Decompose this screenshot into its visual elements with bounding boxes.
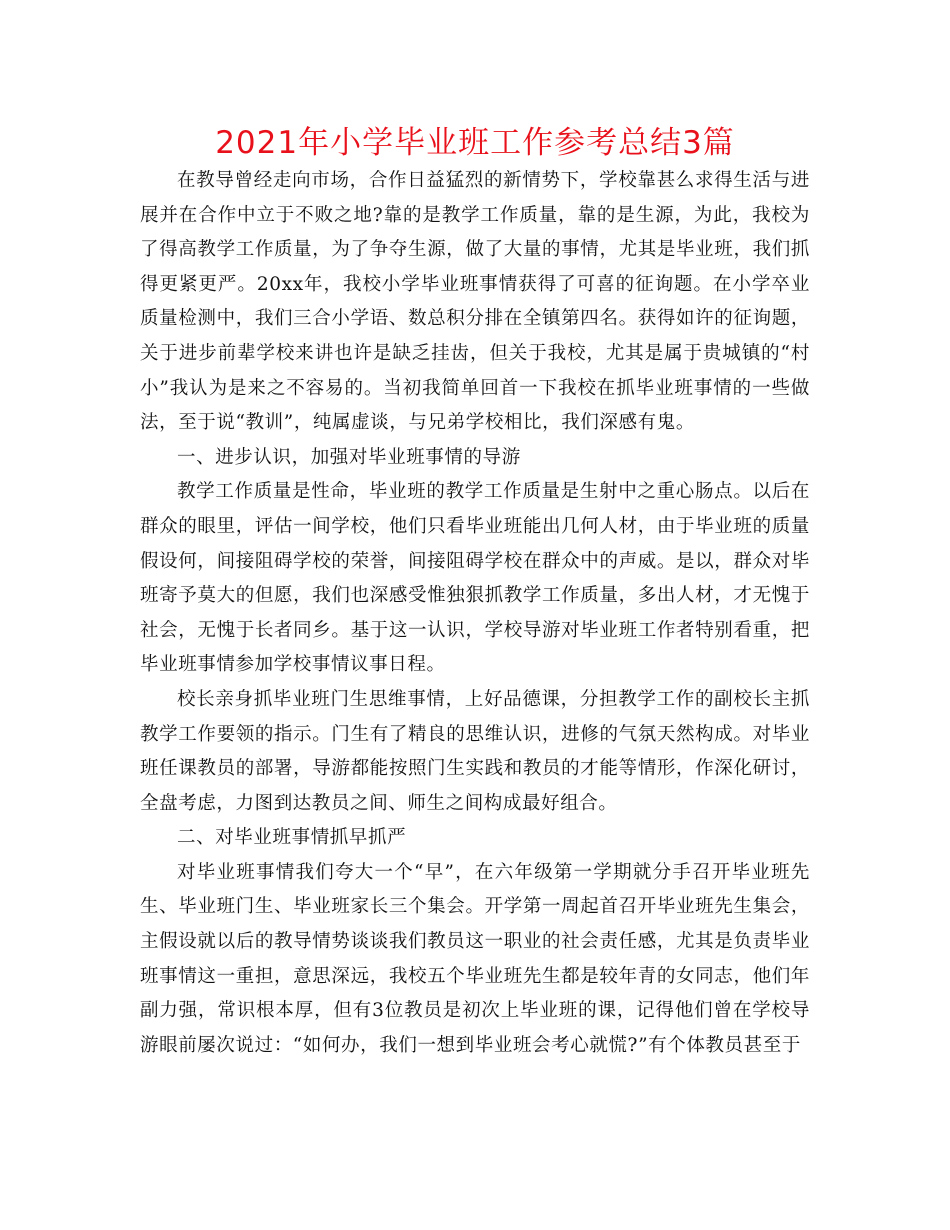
paragraph-intro: 在教导曾经走向市场，合作日益猛烈的新情势下，学校靠甚么求得生活与进展并在合作中立于不败之地?靠的是教学工作质量，靠的是生源，为此，我校为了得高教学工作质量，为了争夺生源，做了大量的事情，尤其是毕业班，我们抓得更紧更严。20xx年，我校小学毕业班事情获得了可喜的征询题。在小学卒业质量检测中，我们三合小学语、数总积分排在全镇第四名。获得如许的征询题，关于进步前辈学校来讲也许是缺乏挂齿，但关于我校，尤其是属于贵城镇的“村小”我认为是来之不容易的。当初我简单回首一下我校在抓毕业班事情的一些做法，至于说“教训”，纯属虚谈，与兄弟学校相比，我们深感有鬼。 <box>140 170 810 434</box>
document-title: 2021年小学毕业班工作参考总结3篇 <box>215 125 735 161</box>
paragraph-section-2a: 对毕业班事情我们夸大一个“早”，在六年级第一学期就分手召开毕业班先生、毕业班门生、毕业班家长三个集会。开学第一周起首召开毕业班先生集会，主假设就以后的教导情势谈谈我们教员这一职业的社会责任感，尤其是负责毕业班事情这一重担，意思深远，我校五个毕业班先生都是较年青的女同志，他们年副力强，常识根本厚，但有3位教员是初次上毕业班的课，记得他们曾在学校导游眼前屡次说过：“如何办，我们一想到毕业班会考心就慌?”有个体教员甚至于 <box>140 861 810 1056</box>
paragraph-section-1a: 教学工作质量是性命，毕业班的教学工作质量是生射中之重心肠点。以后在群众的眼里，评估一间学校，他们只看毕业班能出几何人材，由于毕业班的质量假设何，间接阻碍学校的荣誉，间接阻碍学校在群众中的声威。是以，群众对毕班寄予莫大的但愿，我们也深感受惟独狠抓教学工作质量，多出人材，才无愧于社会，无愧于长者同乡。基于这一认识，学校导游对毕业班工作者特别看重，把毕业班事情参加学校事情议事日程。 <box>140 481 810 676</box>
section-heading-2: 二、对毕业班事情抓早抓严 <box>177 827 407 849</box>
section-heading-1: 一、进步认识，加强对毕业班事情的导游 <box>177 446 521 468</box>
paragraph-section-1b: 校长亲身抓毕业班门生思维事情，上好品德课，分担教学工作的副校长主抓教学工作要领的指示。门生有了精良的思维认识，进修的气氛天然构成。对毕业班任课教员的部署，导游都能按照门生实践和教员的才能等情形，作深化研讨，全盘考虑，力图到达教员之间、师生之间构成最好组合。 <box>140 688 810 814</box>
document-body <box>140 164 810 1063</box>
